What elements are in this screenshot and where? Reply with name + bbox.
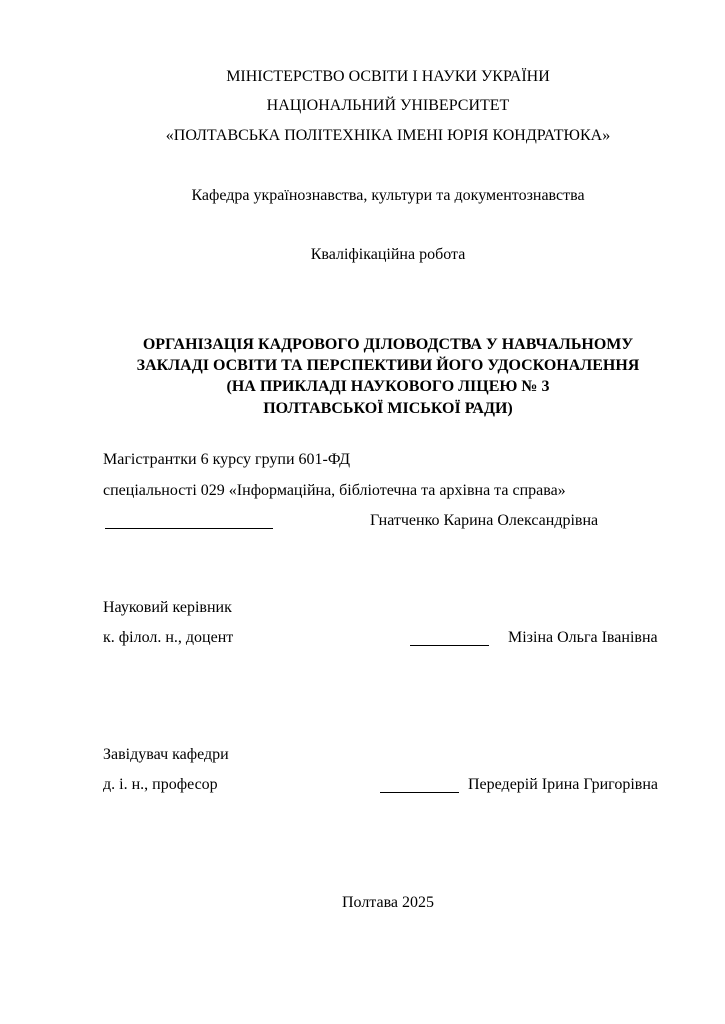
supervisor-signature-line xyxy=(410,645,489,646)
title-line-1: ОРГАНІЗАЦІЯ КАДРОВОГО ДІЛОВОДСТВА У НАВЧАЛЬНОМУ xyxy=(142,336,634,353)
head-role: Завідувач кафедри xyxy=(103,746,229,763)
title-line-3: (НА ПРИКЛАДІ НАУКОВОГО ЛІЦЕЮ № 3 xyxy=(226,378,550,395)
supervisor-name: Мізіна Ольга Іванівна xyxy=(508,629,658,646)
student-signature-line xyxy=(105,528,273,529)
head-signature-line xyxy=(380,792,459,793)
university: НАЦІОНАЛЬНИЙ УНІВЕРСИТЕТ xyxy=(266,97,510,114)
head-degree: д. і. н., професор xyxy=(103,776,218,793)
head-name: Передерій Ірина Григорівна xyxy=(468,776,658,793)
student-name: Гнатченко Карина Олександрівна xyxy=(370,512,599,529)
student-specialty: спеціальності 029 «Інформаційна, бібліотечна та архівна та справа» xyxy=(103,482,566,499)
supervisor-role: Науковий керівник xyxy=(103,599,232,616)
title-line-4: ПОЛТАВСЬКОЇ МІСЬКОЇ РАДИ) xyxy=(263,400,513,417)
student-group: Магістрантки 6 курсу групи 601-ФД xyxy=(103,451,351,468)
supervisor-degree: к. філол. н., доцент xyxy=(103,629,234,646)
department: Кафедра українознавства, культури та документознавства xyxy=(191,187,585,204)
ministry: МІНІСТЕРСТВО ОСВІТИ І НАУКИ УКРАЇНИ xyxy=(226,68,550,85)
university-name: «ПОЛТАВСЬКА ПОЛІТЕХНІКА ІМЕНІ ЮРІЯ КОНДРАТЮКА» xyxy=(165,127,611,144)
work-type: Кваліфікаційна робота xyxy=(310,246,466,263)
title-line-2: ЗАКЛАДІ ОСВІТИ ТА ПЕРСПЕКТИВИ ЙОГО УДОСКОНАЛЕННЯ xyxy=(136,357,640,374)
city-year: Полтава 2025 xyxy=(341,894,435,911)
